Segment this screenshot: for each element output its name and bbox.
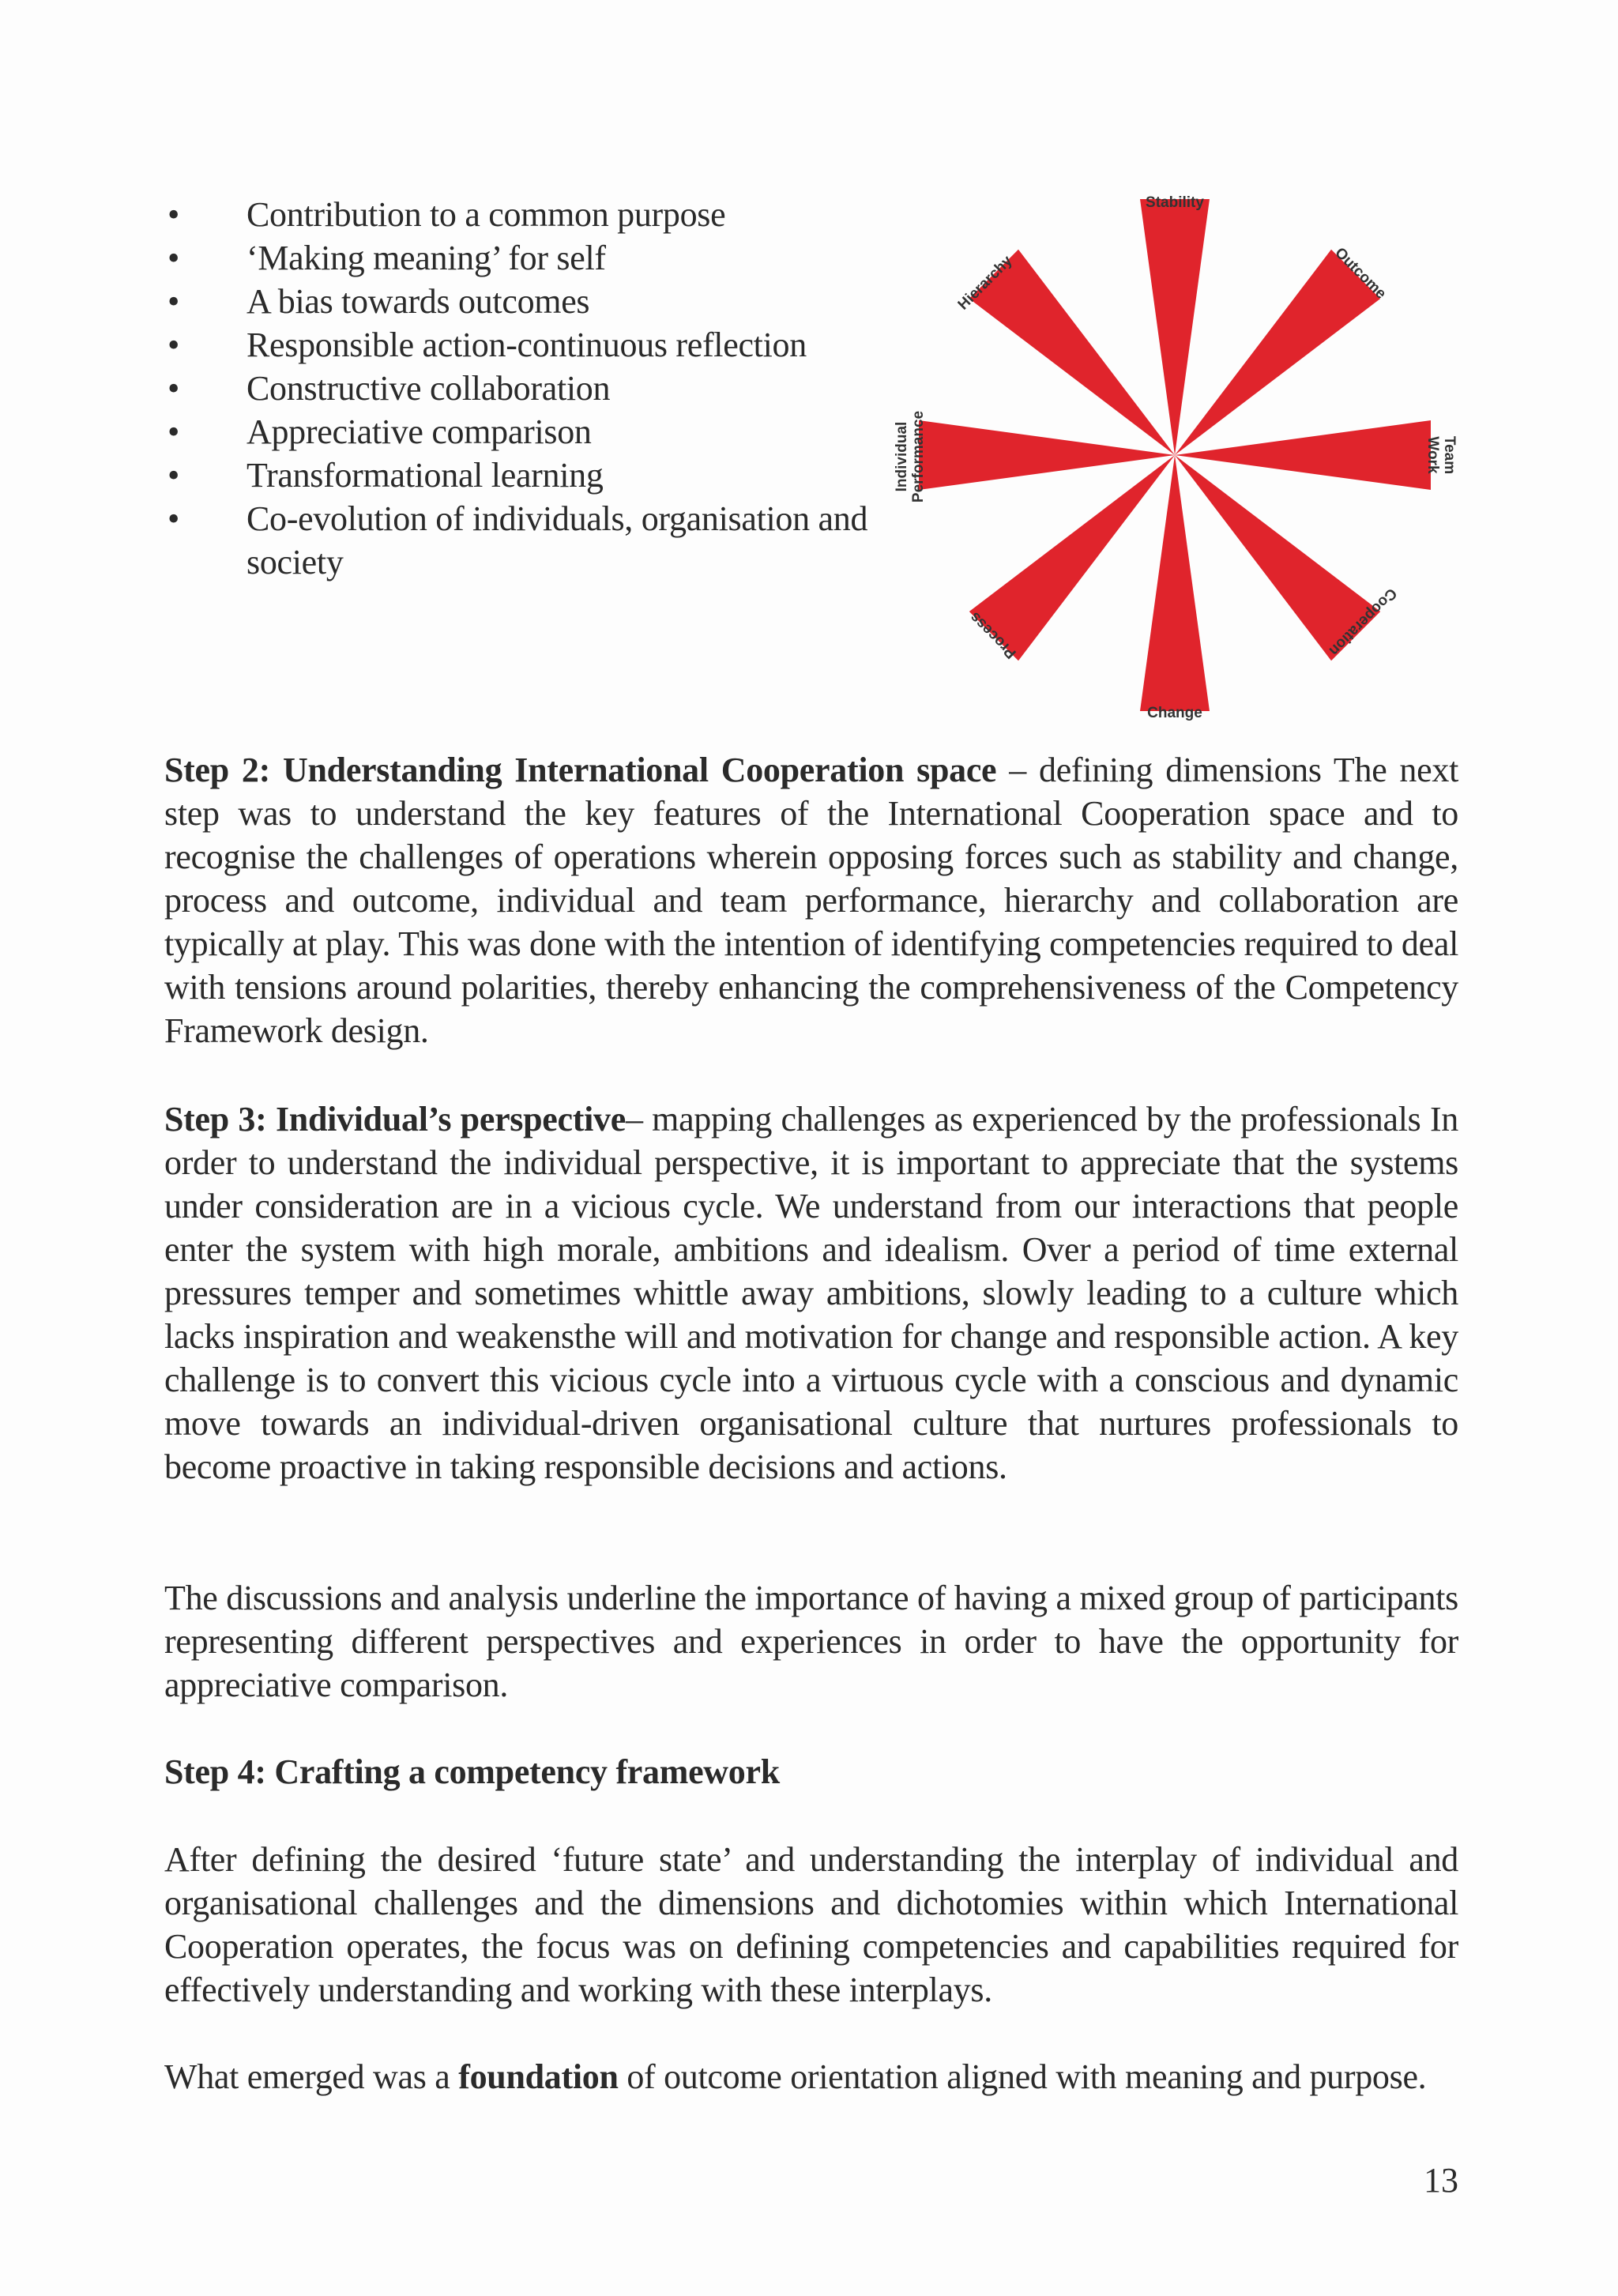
bullet-list	[163, 193, 874, 584]
label-cooperation: Cooperation	[1325, 584, 1400, 659]
bullet-item: • Co-evolution of individuals, organisation and society	[163, 497, 874, 584]
step2-body: – defining dimensions The next step was to understand the key features of the International Cooperation space and to recognise the challenges of operations wherein opposing forces such as stability and change, process and outcome, individual and team performance, hierarchy and collaboration are typically at play. This was done with the intention of identifying competencies required to deal with tensions around polarities, thereby enhancing the comprehensiveness of the Competency Framework design.	[164, 751, 1458, 1050]
bullet-item: • Responsible action-continuous reflection	[163, 323, 874, 367]
label-hierarchy: Hierarchy	[954, 252, 1016, 314]
ray-change	[1140, 455, 1210, 711]
label-team-work: TeamWork	[1424, 435, 1458, 475]
step4-body: After defining the desired ‘future state’ and understanding the interplay of individual and organisational challenges and the dimensions and dichotomies within which International Cooperation operates, the focus was on defining competencies and capabilities required for effectively understanding and working with these interplays.	[164, 1840, 1458, 2009]
polarity-star-diagram	[893, 180, 1462, 733]
ray-stability	[1140, 199, 1210, 455]
ray-outcome	[1175, 250, 1380, 455]
ray-individual-performance	[919, 420, 1175, 490]
label-change: Change	[1147, 705, 1202, 721]
foundation-emphasis: foundation	[458, 2057, 619, 2096]
foundation-paragraph: What emerged was a foundation of outcome orientation aligned with meaning and purpose.	[164, 2057, 1427, 2096]
ray-process	[966, 455, 1175, 662]
step3-body: – mapping challenges as experienced by the professionals In order to understand the individual perspective, it is important to appreciate that the systems under consideration are in a vicious cycle. We understand from our interactions that people enter the system with high morale, ambitions and idealism. Over a period of time external pressures temper and sometimes whittle away ambitions, slowly leading to a culture which lacks inspiration and weakensthe will and motivation for change and responsible action. A key challenge is to convert this vicious cycle into a virtuous cycle with a conscious and dynamic move towards an individual-driven organisational culture that nurtures professionals to become proactive in taking responsible decisions and actions.	[164, 1100, 1458, 1486]
bullet-item: • Contribution to a common purpose	[163, 193, 874, 236]
ray-hierarchy	[969, 250, 1175, 455]
page-number: 13	[1424, 2161, 1458, 2200]
bullet-item: • Constructive collaboration	[163, 367, 874, 410]
bullet-item: • Appreciative comparison	[163, 410, 874, 454]
label-process: Process	[966, 608, 1020, 662]
discussion-paragraph: The discussions and analysis underline the importance of having a mixed group of participants representing different perspectives and experiences in order to have the opportunity for appreciative comparison.	[164, 1579, 1458, 1704]
step2-heading: Step 2: Understanding International Cooperation space	[164, 751, 997, 789]
label-individual-performance: IndividualPerformance	[894, 410, 927, 503]
step4-heading-paragraph	[164, 1750, 1458, 1794]
label-outcome: Outcome	[1331, 244, 1390, 303]
step4-heading: Step 4: Crafting a competency framework	[164, 1752, 780, 1791]
bullet-item: • A bias towards outcomes	[163, 280, 874, 323]
step2-paragraph	[164, 748, 1458, 1052]
label-stability: Stability	[1146, 194, 1204, 211]
ray-team-work	[1175, 420, 1431, 490]
bullet-item: • ‘Making meaning’ for self	[163, 236, 874, 280]
bullet-item: • Transformational learning	[163, 454, 874, 497]
step3-heading: Step 3: Individual’s perspective	[164, 1100, 626, 1139]
step3-paragraph	[164, 1097, 1458, 1489]
